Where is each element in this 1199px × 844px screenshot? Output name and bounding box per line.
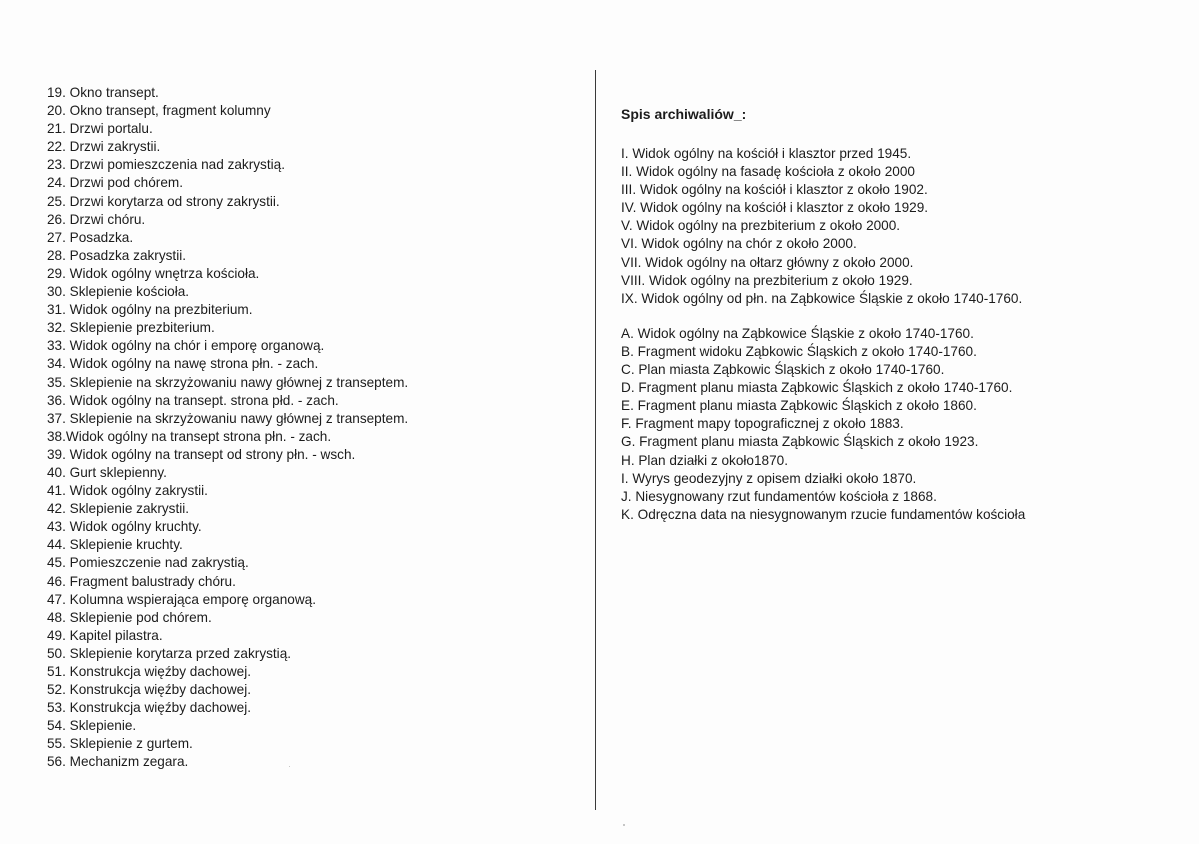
archive-item: V. Widok ogólny na prezbiterium z około 2000. <box>621 218 901 234</box>
archives-letter-list <box>621 325 1181 524</box>
archive-item: VII. Widok ogólny na ołtarz główny z około 2000. <box>621 254 914 270</box>
photo-list-item: 23. Drzwi pomieszczenia nad zakrystią. <box>47 157 285 173</box>
photo-list-item: 34. Widok ogólny na nawę strona płn. - zach. <box>47 356 319 372</box>
archive-item: H. Plan działki z około1870. <box>621 452 788 468</box>
photo-list-item: 29. Widok ogólny wnętrza kościoła. <box>47 265 260 281</box>
archives-roman-list <box>621 145 1181 308</box>
archive-item: K. Odręczna data na niesygnowanym rzucie fundamentów kościoła <box>621 506 1026 522</box>
archive-item: D. Fragment planu miasta Ząbkowic Śląskich z około 1740-1760. <box>621 380 1013 396</box>
photo-list-item: 50. Sklepienie korytarza przed zakrystią. <box>47 645 292 661</box>
photo-list-item: 44. Sklepienie kruchty. <box>47 537 183 553</box>
photo-list-item: 32. Sklepienie prezbiterium. <box>47 320 215 336</box>
photo-list-item: 21. Drzwi portalu. <box>47 121 153 137</box>
archive-item: B. Fragment widoku Ząbkowic Śląskich z około 1740-1760. <box>621 343 977 359</box>
archives-column <box>621 104 1181 524</box>
photo-list-item: 38.Widok ogólny na transept strona płn. - zach. <box>47 428 332 444</box>
archive-item: G. Fragment planu miasta Ząbkowic Śląskich z około 1923. <box>621 434 979 450</box>
photo-list-item: 46. Fragment balustrady chóru. <box>47 573 236 589</box>
archive-item: A. Widok ogólny na Ząbkowice Śląskie z około 1740-1760. <box>621 325 974 341</box>
archive-item: I. Wyrys geodezyjny z opisem działki około 1870. <box>621 470 917 486</box>
photo-list-item: 56. Mechanizm zegara. <box>47 754 189 770</box>
photo-list-item: 43. Widok ogólny kruchty. <box>47 519 202 535</box>
archive-item: VIII. Widok ogólny na prezbiterium z około 1929. <box>621 272 913 288</box>
photo-list-item: 51. Konstrukcja więźby dachowej. <box>47 664 252 679</box>
photo-list-item: 54. Sklepienie. <box>47 718 137 734</box>
photo-list-item: 27. Posadzka. <box>47 229 134 245</box>
photo-list-item: 40. Gurt sklepienny. <box>47 464 167 480</box>
photo-list-item: 53. Konstrukcja więźby dachowej. <box>47 700 252 716</box>
archive-item: I. Widok ogólny na kościół i klasztor przed 1945. <box>621 146 912 161</box>
archive-item: E. Fragment planu miasta Ząbkowic Śląskich z około 1860. <box>621 398 977 414</box>
archive-item: IX. Widok ogólny od płn. na Ząbkowice Śląskie z około 1740-1760. <box>621 290 1023 306</box>
archive-item: J. Niesygnowany rzut fundamentów kościoła z 1868. <box>621 488 937 504</box>
photo-list-item: 35. Sklepienie na skrzyżowaniu nawy głównej z transeptem. <box>47 374 409 390</box>
scan-speck <box>289 766 290 767</box>
archives-title: Spis archiwaliów_: <box>621 106 747 122</box>
photo-list-item: 25. Drzwi korytarza od strony zakrystii. <box>47 193 280 209</box>
photo-list-item: 33. Widok ogólny na chór i emporę organową. <box>47 338 325 354</box>
archive-item: VI. Widok ogólny na chór z około 2000. <box>621 236 857 252</box>
photo-list-item: 47. Kolumna wspierająca emporę organową. <box>47 591 317 607</box>
photo-list-item: 28. Posadzka zakrystii. <box>47 247 187 263</box>
photo-list-item: 41. Widok ogólny zakrystii. <box>47 483 208 499</box>
archive-item: III. Widok ogólny na kościół i klasztor z około 1902. <box>621 182 928 198</box>
column-divider <box>595 70 596 810</box>
photo-list-item: 30. Sklepienie kościoła. <box>47 284 190 300</box>
photo-list-item: 24. Drzwi pod chórem. <box>47 175 183 191</box>
photo-list <box>47 84 567 772</box>
scan-speck <box>623 824 625 826</box>
archive-item: IV. Widok ogólny na kościół i klasztor z około 1929. <box>621 200 929 216</box>
archive-item: C. Plan miasta Ząbkowic Śląskich z około 1740-1760. <box>621 362 945 378</box>
photo-list-column <box>47 84 567 772</box>
photo-list-item: 37. Sklepienie na skrzyżowaniu nawy głównej z transeptem. <box>47 410 409 426</box>
photo-list-item: 48. Sklepienie pod chórem. <box>47 609 212 625</box>
photo-list-item: 42. Sklepienie zakrystii. <box>47 501 190 517</box>
archive-item: F. Fragment mapy topograficznej z około 1883. <box>621 416 904 432</box>
photo-list-item: 36. Widok ogólny na transept. strona płd. - zach. <box>47 392 339 408</box>
photo-list-item: 45. Pomieszczenie nad zakrystią. <box>47 555 249 571</box>
photo-list-item: 31. Widok ogólny na prezbiterium. <box>47 302 253 318</box>
photo-list-item: 49. Kapitel pilastra. <box>47 627 163 643</box>
photo-list-item: 52. Konstrukcja więźby dachowej. <box>47 682 252 698</box>
photo-list-item: 22. Drzwi zakrystii. <box>47 139 161 155</box>
photo-list-item: 20. Okno transept, fragment kolumny <box>47 103 271 119</box>
photo-list-item: 55. Sklepienie z gurtem. <box>47 736 193 752</box>
photo-list-item: 39. Widok ogólny na transept od strony płn. - wsch. <box>47 446 356 462</box>
archive-item: II. Widok ogólny na fasadę kościoła z około 2000 <box>621 164 915 180</box>
photo-list-item: 19. Okno transept. <box>47 85 159 100</box>
photo-list-item: 26. Drzwi chóru. <box>47 211 146 227</box>
